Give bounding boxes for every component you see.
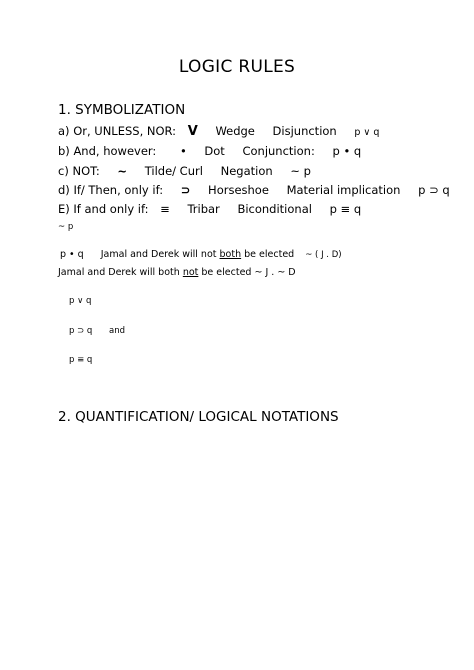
disjunction-form: p ∨ q [69, 296, 92, 306]
implication-form: p ⊃ q [69, 326, 93, 336]
rule-symbol-name: Tribar [187, 202, 220, 216]
rule-symbol-name: Dot [204, 144, 225, 158]
rule-line-if-then [58, 183, 450, 197]
rule-term: Biconditional [237, 202, 312, 216]
example-form: p • q [60, 249, 84, 260]
rule-line-or [58, 124, 379, 139]
rule-line-not [58, 164, 311, 178]
wedge-symbol: V [187, 124, 198, 139]
rule-form: p ⊃ q [418, 183, 450, 197]
rule-line-and [58, 144, 361, 158]
example-symbolization: ~ ( J . D) [305, 250, 342, 260]
negation-line: ~ p [58, 222, 74, 232]
tilde-symbol: ~ [117, 164, 128, 178]
rule-line-iff [58, 202, 361, 216]
rule-form: ~ p [290, 164, 311, 178]
rule-label: E) If and only if: [58, 202, 149, 216]
rule-form: p ∨ q [354, 127, 380, 138]
rule-symbol-name: Wedge [215, 124, 255, 138]
horseshoe-symbol: ⊃ [180, 183, 191, 197]
tribar-symbol: ≡ [160, 202, 170, 216]
rule-symbol-name: Horseshoe [208, 183, 269, 197]
rule-label: c) NOT: [58, 164, 100, 178]
rule-form: p ≡ q [329, 202, 362, 216]
rule-label: d) If/ Then, only if: [58, 183, 164, 197]
example-text: be elected [244, 249, 295, 260]
rule-term: Material implication [286, 183, 401, 197]
rule-term: Negation [220, 164, 273, 178]
example-text: Jamal and Derek will both [58, 267, 180, 278]
implication-form-line [69, 326, 125, 336]
rule-term: Conjunction: [242, 144, 315, 158]
rule-label: a) Or, UNLESS, NOR: [58, 124, 177, 138]
example-line-not-both [60, 249, 342, 260]
example-text: be elected ~ J . ~ D [201, 267, 296, 278]
rule-term: Disjunction [272, 124, 337, 138]
example-text: Jamal and Derek will not [100, 249, 217, 260]
dot-symbol: • [179, 144, 187, 158]
rule-symbol-name: Tilde/ Curl [144, 164, 203, 178]
biconditional-form: p ≡ q [69, 355, 93, 365]
example-line-both-not [58, 267, 296, 278]
section-heading-quantification: 2. QUANTIFICATION/ LOGICAL NOTATIONS [58, 409, 339, 425]
section-heading-symbolization: 1. SYMBOLIZATION [58, 102, 186, 118]
page-title: LOGIC RULES [178, 57, 296, 77]
example-underlined-word: not [182, 267, 199, 278]
example-underlined-word: both [219, 249, 242, 260]
implication-note: and [109, 326, 126, 336]
rule-label: b) And, however: [58, 144, 157, 158]
rule-form: p • q [332, 144, 362, 158]
